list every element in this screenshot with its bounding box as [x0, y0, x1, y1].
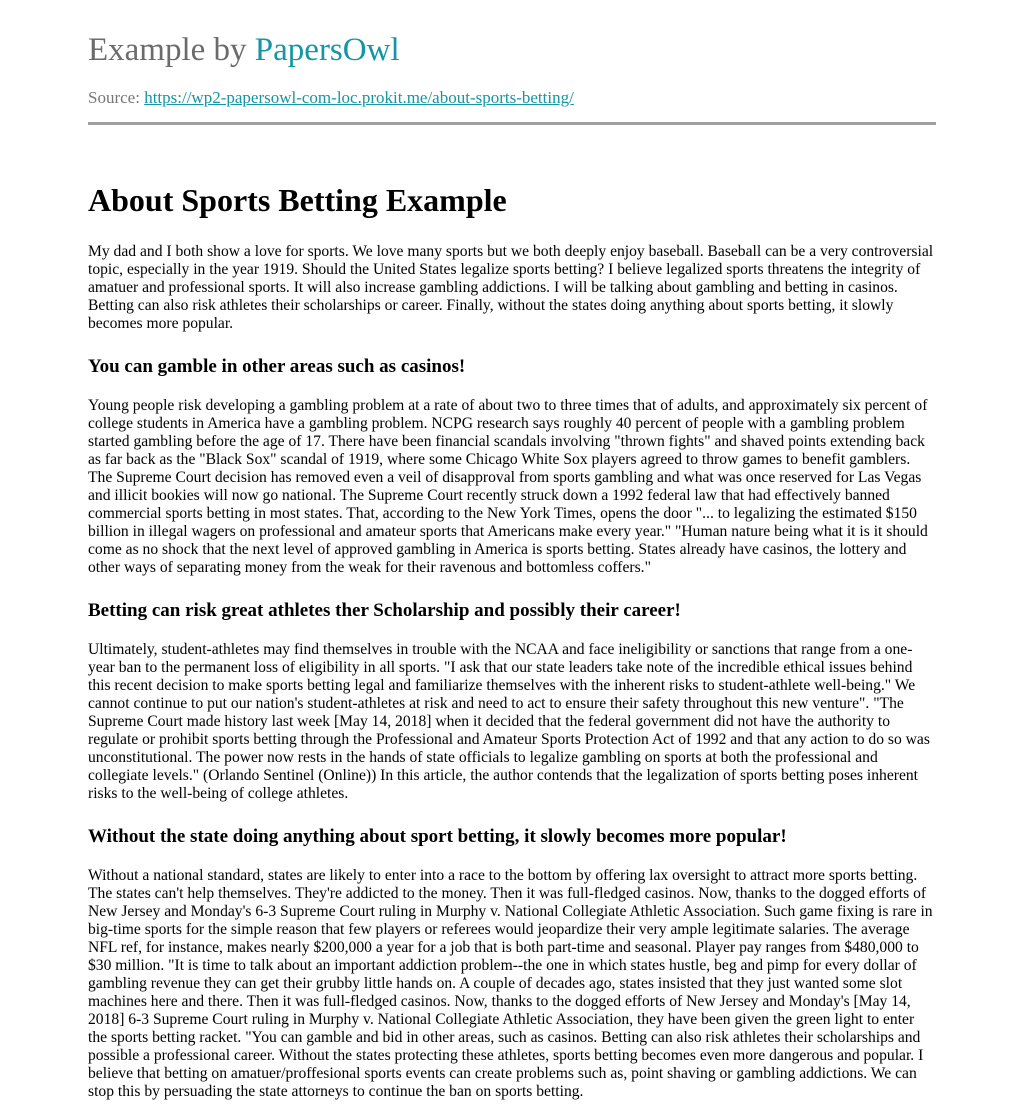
section-heading-casinos: You can gamble in other areas such as casinos!: [88, 356, 466, 377]
section-body-popularity: Without a national standard, states are likely to enter into a race to the bottom by offering lax oversight to attract more sports betting. The states can't help themselves. They're addicted to the money. Then it was full-fledged casinos. Now, thanks to the dogged efforts of New Jersey and Monday's 6-3 Supreme Court ruling in Murphy v. National Collegiate Athletic Association. Such game fixing is rare in big-time sports for the simple reason that few players or referees would jeopardize their very ample legitimate salaries. The average NFL ref, for instance, makes nearly $200,000 a year for a job that is both part-time and seasonal. Player pay ranges from $480,000 to $30 million. "It is time to talk about an important addiction problem--the one in which states hustle, beg and pimp for every dollar of gambling revenue they can get their grubby little hands on. A couple of decades ago, states insisted that they just wanted some slot machines here and there. Then it was full-fledged casinos. Now, thanks to the dogged efforts of New Jersey and Monday's [May 14, 2018] 6-3 Supreme Court ruling in Murphy v. National Collegiate Athletic Association, they have been given the green light to enter the sports betting racket. "You can gamble and bid in other areas, such as casinos. Betting can also risk athletes their scholarships and possible a professional career. Without the states protecting these athletes, sports betting becomes even more dangerous and popular. I believe that betting on amatuer/proffesional sports events can create problems such as, point shaving or gambling addictions. We can stop this by persuading the state attorneys to continue the ban on sports betting.: [88, 867, 933, 1100]
source-link[interactable]: https://wp2-papersowl-com-loc.prokit.me/about-sports-betting/: [144, 88, 574, 107]
section-heading-popularity: Without the state doing anything about sport betting, it slowly becomes more popular!: [88, 826, 787, 847]
article-title: About Sports Betting Example: [88, 182, 507, 218]
brand-header: [88, 30, 936, 70]
brand-prefix: Example by: [88, 32, 255, 68]
header-divider: [88, 122, 936, 125]
document-page: [88, 30, 936, 1101]
section-body-scholarship: Ultimately, student-athletes may find themselves in trouble with the NCAA and face ineligibility or sanctions that range from a one-year ban to the permanent loss of eligibility in all sports. "I ask that our state leaders take note of the incredible ethical issues behind this recent decision to make sports betting legal and familiarize themselves with the inherent risks to student-athlete well-being." We cannot continue to put our nation's student-athletes at risk and need to act to ensure their safety throughout this new venture". "The Supreme Court made history last week [May 14, 2018] when it decided that the federal government did not have the authority to regulate or prohibit sports betting through the Professional and Amateur Sports Protection Act of 1992 and that any action to do so was unconstitutional. The power now rests in the hands of state officials to legalize gambling on sports at both the professional and collegiate levels." (Orlando Sentinel (Online)) In this article, the author contends that the legalization of sports betting poses inherent risks to the well-being of college athletes.: [88, 641, 930, 802]
section-body-casinos: Young people risk developing a gambling problem at a rate of about two to three times that of adults, and approximately six percent of college students in America have a gambling problem. NCPG research says roughly 40 percent of people with a gambling problem started gambling before the age of 17. There have been financial scandals involving "thrown fights" and shaved points extending back as far back as the "Black Sox" scandal of 1919, where some Chicago White Sox players agreed to throw games to benefit gamblers. The Supreme Court decision has removed even a veil of disapproval from sports gambling and what was once reserved for Las Vegas and illicit bookies will now go national. The Supreme Court recently struck down a 1992 federal law that had effectively banned commercial sports betting in most states. That, according to the New York Times, opens the door "... to legalizing the estimated $150 billion in illegal wagers on professional and amateur sports that Americans make every year." "Human nature being what it is it should come as no shock that the next level of approved gambling in America is sports betting. States already have casinos, the lottery and other ways of separating money from the weak for their ravenous and bottomless coffers.": [88, 397, 928, 576]
intro-paragraph: My dad and I both show a love for sports. We love many sports but we both deeply enjoy baseball. Baseball can be a very controversial topic, especially in the year 1919. Should the United States legalize sports betting? I believe legalized sports threatens the integrity of amatuer and professional sports. It will also increase gambling addictions. I will be talking about gambling and betting in casinos. Betting can also risk athletes their scholarships or career. Finally, without the states doing anything about sports betting, it slowly becomes more popular.: [88, 243, 934, 332]
section-heading-scholarship: Betting can risk great athletes ther Scholarship and possibly their career!: [88, 600, 681, 621]
brand-name[interactable]: PapersOwl: [254, 32, 400, 68]
source-label: Source:: [88, 88, 145, 107]
source-line: [88, 88, 936, 108]
